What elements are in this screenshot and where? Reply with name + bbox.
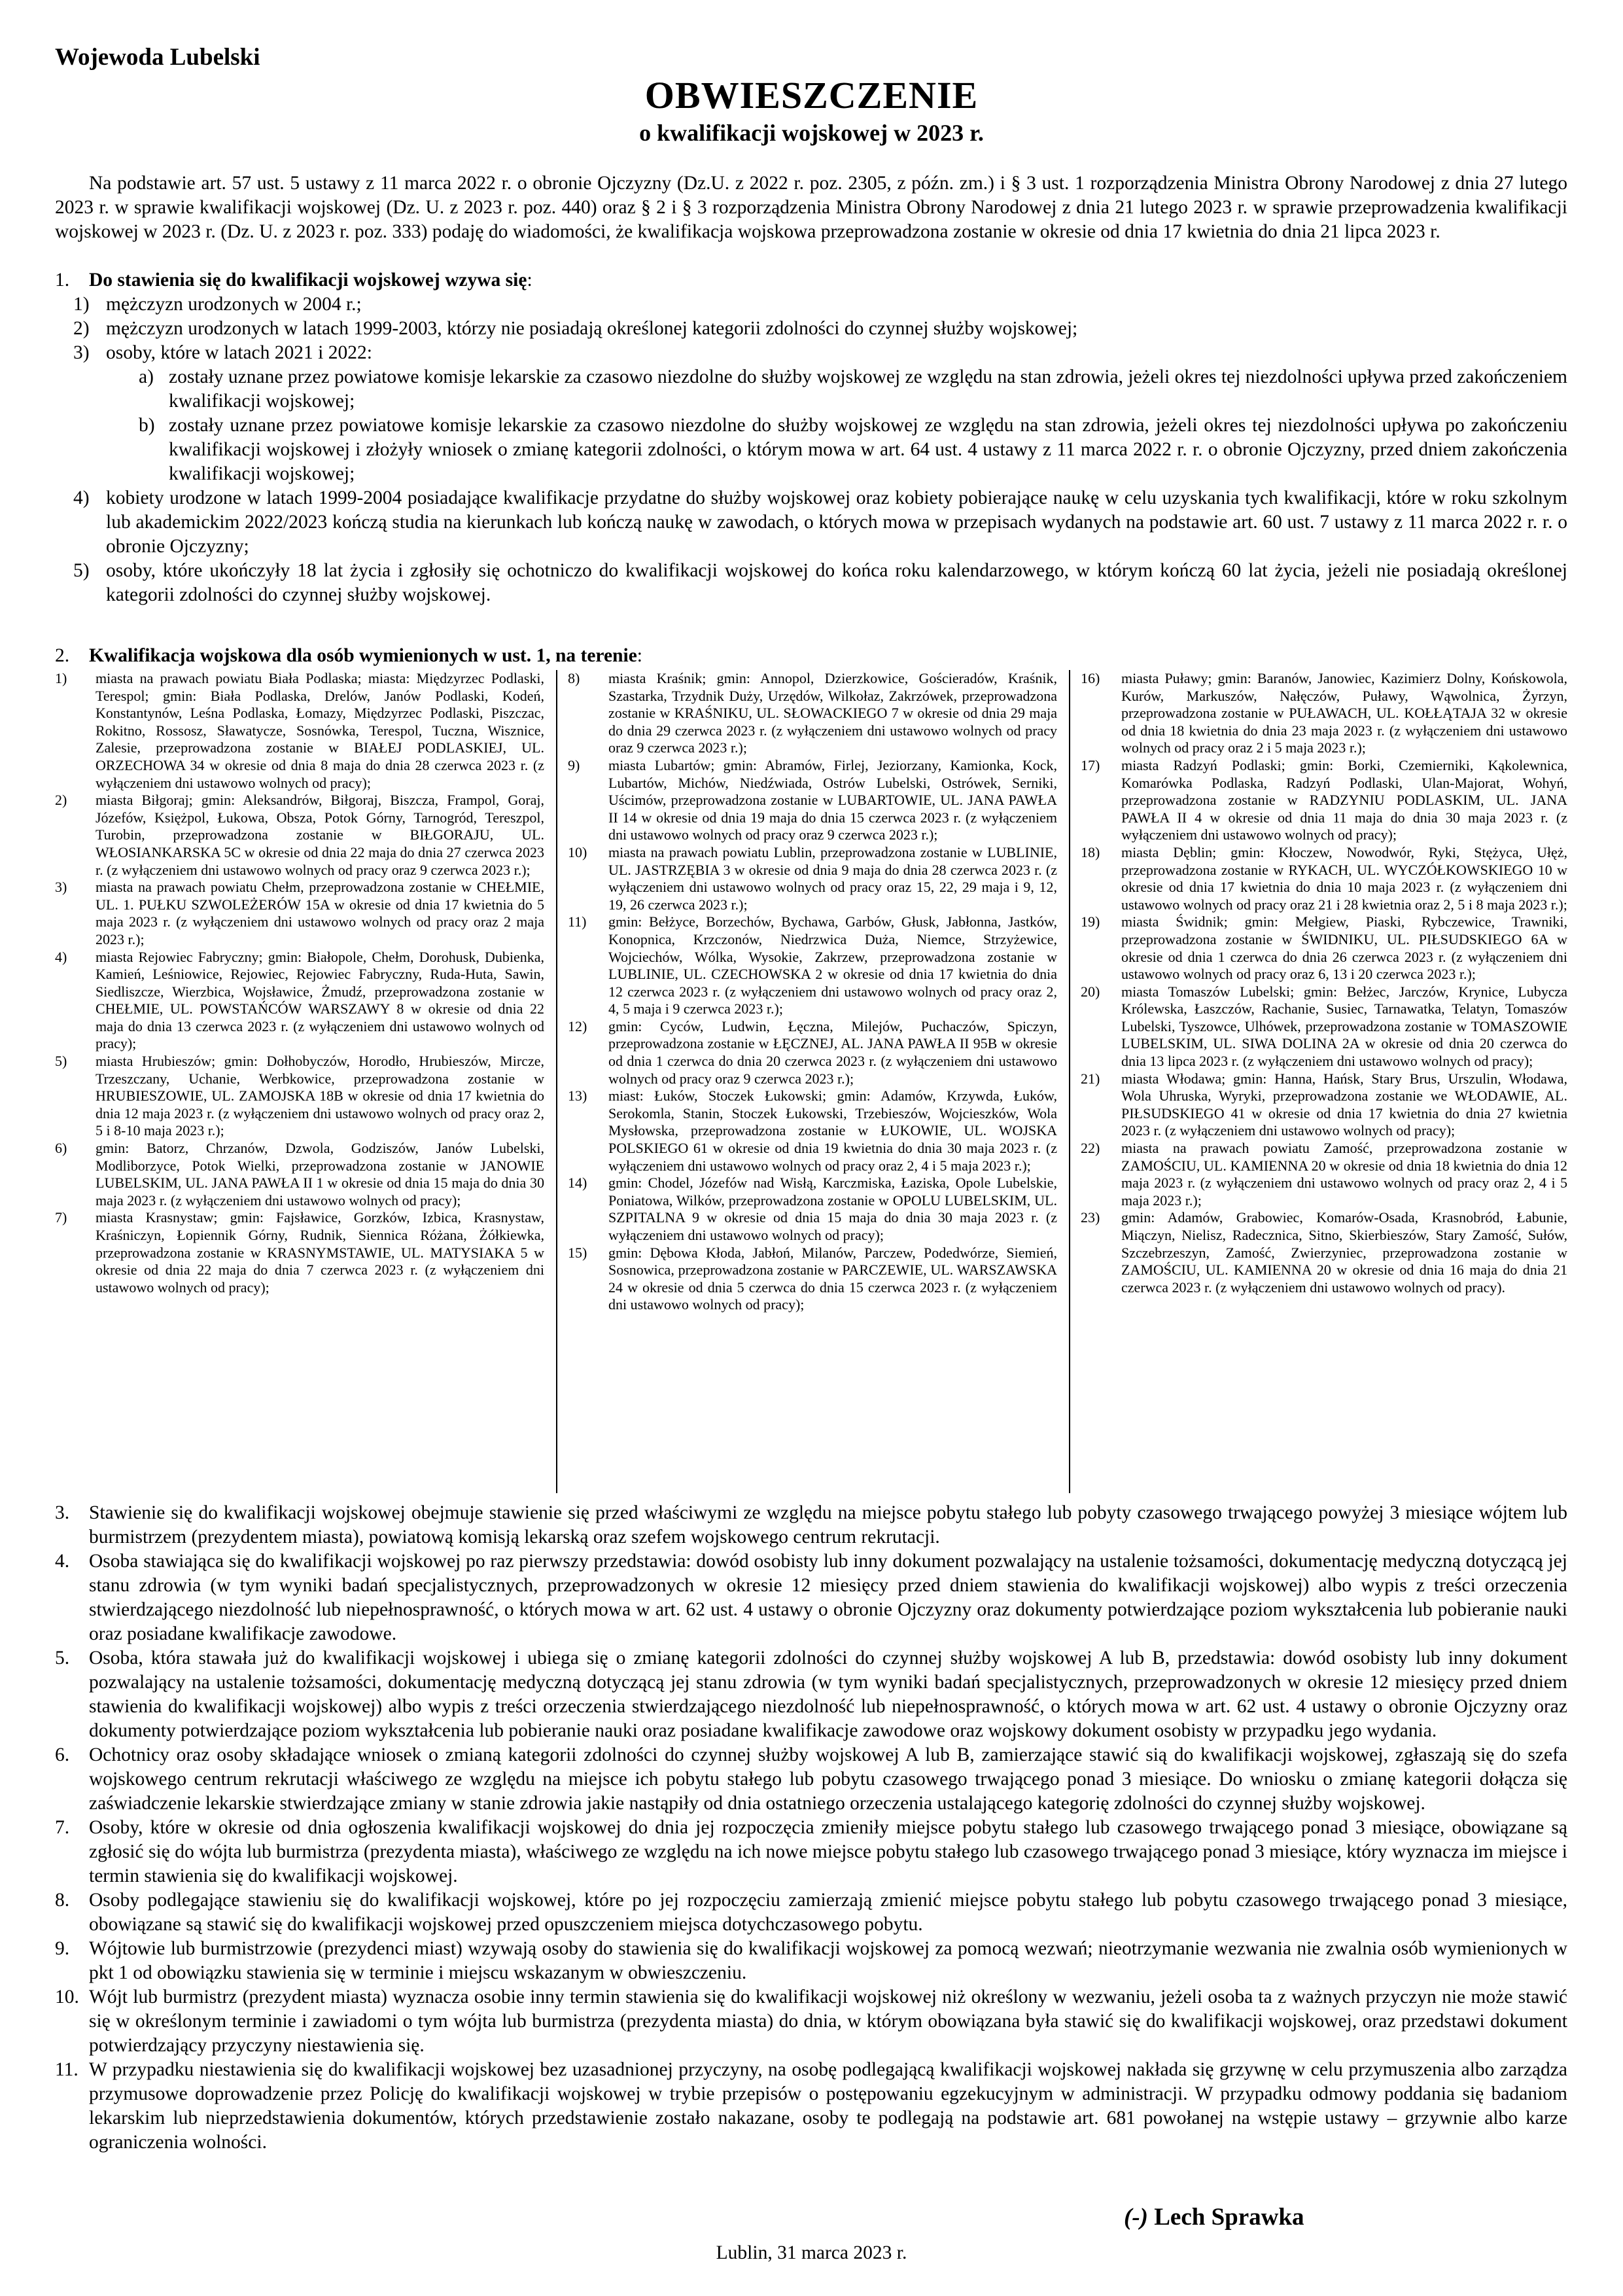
section-number: 2.	[55, 645, 70, 666]
district-item: 12) gmin: Cyców, Ludwin, Łęczna, Milejów, Puchaczów, Spiczyn, przeprowadzona zostanie w ŁĘCZNEJ, AL. JANA PAWŁA II 95B w okresie od dnia 1 czerwca do dnia 20 czerwca 2023 r. (z wyłączeniem dni ustawowo wolnych od pracy oraz 9 czerwca 2023 r.);	[568, 1017, 1057, 1087]
provision-item: 4. Osoba stawiająca się do kwalifikacji wojskowej po raz pierwszy przedstawia: dowód osobisty lub inny dokument pozwalający na ustalenie tożsamości, dokumentację medyczną dotyczącą jej stanu zdrowia (w tym wyniki badań specjalistycznych, przeprowadzonych w okresie 12 miesięcy przed dniem stawienia do kwalifikacji wojskowej) albo wypis z treści orzeczenia stwierdzającego niezdolność lub niepełnosprawność, o których mowa w art. 62 ust. 4 ustawy o obronie Ojczyzny oraz dokumenty potwierdzające poziom wykształcenia lub pobieranie nauki oraz posiadane kwalifikacje zawodowe.	[55, 1551, 1567, 1644]
signature: (-) Lech Sprawka	[1124, 2204, 1304, 2231]
list-item: 3) osoby, które w latach 2021 i 2022: a) zostały uznane przez powiatowe komisje lekarskie za czasowo niezdolne do służby wojskowej ze względu na stan zdrowia, jeżeli okres tej niezdolności upływa przed zakończeniem kwalifikacji wojskowej; b) zostały uznane przez powiatowe komisje lekarskie za czasowo niezdolne do służby wojskowej ze względu na stan zdrowia, jeżeli okres tej niezdolności upływa po zakończeniu kwalifikacji wojskowej i złożyły wniosek o zmianę kategorii zdolności, o którym mowa w art. 64 ust. 4 ustawy z 11 marca 2022 r. r. o obronie Ojczyzny, przed dniem zakończenia kwalifikacji wojskowej;	[55, 341, 1567, 486]
district-item: 22) miasta na prawach powiatu Zamość, przeprowadzona zostanie w ZAMOŚCIU, UL. KAMIENNA 20 w okresie od dnia 18 kwietnia do dnia 12 maja 2023 r. (z wyłączeniem dni ustawowo wolnych od pracy oraz 2, 4 i 5 maja 2023 r.);	[1081, 1140, 1567, 1209]
districts-column-3	[1081, 670, 1567, 1296]
section-heading: Do stawienia się do kwalifikacji wojskowej wzywa się	[89, 270, 527, 291]
section-number: 1.	[55, 270, 70, 291]
provisions-list	[55, 1501, 1567, 2155]
district-item: 18) miasta Dęblin; gmin: Kłoczew, Nowodwór, Ryki, Stężyca, Ułęż, przeprowadzona zostanie w RYKACH, UL. WYCZÓŁKOWSKIEGO 10 w okresie od dnia 17 kwietnia do dnia 10 maja 2023 r. (z wyłączeniem dni ustawowo wolnych od pracy oraz 21 i 28 kwietnia oraz 2, 5 i 8 maja 2023 r.);	[1081, 843, 1567, 913]
summons-list	[55, 292, 1567, 607]
district-item: 23) gmin: Adamów, Grabowiec, Komarów-Osada, Krasnobród, Łabunie, Miączyn, Nielisz, Radecznica, Sitno, Skierbieszów, Stary Zamość, Sułów, Szczebrzeszyn, Zamość, Zwierzyniec, przeprowadzona zostanie w ZAMOŚCIU, UL. KAMIENNA 20 w okresie od dnia 16 maja do dnia 21 czerwca 2023 r. (z wyłączeniem dni ustawowo wolnych od pracy).	[1081, 1209, 1567, 1296]
list-subitem: b) zostały uznane przez powiatowe komisje lekarskie za czasowo niezdolne do służby wojskowej ze względu na stan zdrowia, jeżeli okres tej niezdolności upływa po zakończeniu kwalifikacji wojskowej i złożyły wniosek o zmianę kategorii zdolności, o którym mowa w art. 64 ust. 4 ustawy z 11 marca 2022 r. r. o obronie Ojczyzny, przed dniem zakończenia kwalifikacji wojskowej;	[139, 415, 1567, 484]
district-item: 21) miasta Włodawa; gmin: Hanna, Hańsk, Stary Brus, Urszulin, Włodawa, Wola Uhruska, Wyryki, przeprowadzona zostanie we WŁODAWIE, AL. PIŁSUDSKIEGO 41 w okresie od dnia 17 kwietnia do dnia 27 kwietnia 2023 r. (z wyłączeniem dni ustawowo wolnych od pracy);	[1081, 1070, 1567, 1139]
provision-item: 9. Wójtowie lub burmistrzowie (prezydenci miast) wzywają osoby do stawienia się do kwalifikacji wojskowej za pomocą wezwań; nieotrzymanie wezwania nie zwalnia osób wymienionych w pkt 1 od obowiązku stawienia się w terminie i miejscu wskazanym w obwieszczeniu.	[55, 1938, 1567, 1983]
document-subtitle: o kwalifikacji wojskowej w 2023 r.	[639, 120, 984, 146]
district-item: 2) miasta Biłgoraj; gmin: Aleksandrów, Biłgoraj, Biszcza, Frampol, Goraj, Józefów, Księżpol, Łukowa, Obsza, Potok Górny, Tarnogród, Tereszpol, Turobin, przeprowadzona zostanie w BIŁGORAJU, UL. WŁOSIANKARSKA 5C w okresie od dnia 22 maja do dnia 27 czerwca 2023 r. (z wyłączeniem dni ustawowo wolnych od pracy oraz 9 czerwca 2023 r.);	[55, 792, 544, 878]
sub-list	[106, 365, 1567, 486]
district-item: 17) miasta Radzyń Podlaski; gmin: Borki, Czemierniki, Kąkolewnica, Komarówka Podlaska, Radzyń Podlaski, Ulan-Majorat, Wohyń, przeprowadzona zostanie w RADZYNIU PODLASKIM, UL. JANA PAWŁA II 4 w okresie od dnia 11 maja do dnia 30 maja 2023 r. (z wyłączeniem dni ustawowo wolnych od pracy);	[1081, 756, 1567, 843]
provision-item: 7. Osoby, które w okresie od dnia ogłoszenia kwalifikacji wojskowej do dnia jej rozpoczęcia zmieniły miejsce pobytu stałego lub czasowego trwającego ponad 3 miesiące, obowiązane są zgłosić się do wójta lub burmistrza (prezydenta miasta), właściwego ze względu na ich nowe miejsce pobytu stałego lub czasowego trwającego ponad 3 miesiące, który wyznacza im miejsce i termin stawienia się do kwalifikacji wojskowej.	[55, 1817, 1567, 1886]
provision-item: 3. Stawienie się do kwalifikacji wojskowej obejmuje stawienie się przed właściwymi ze względu na miejsce pobytu stałego lub pobyty czasowego trwającego powyżej 3 miesiące wójtem lub burmistrzem (prezydentem miasta), powiatową komisją lekarską oraz szefem wojskowego centrum rekrutacji.	[55, 1502, 1567, 1547]
provision-item: 11. W przypadku niestawienia się do kwalifikacji wojskowej bez uzasadnionej przyczyny, na osobę podlegającą kwalifikacji wojskowej nakłada się grzywnę w celu przymuszenia albo zarządza przymusowe doprowadzenie przez Policję do kwalifikacji wojskowej w trybie przepisów o postępowaniu egzekucyjnym w administracji. W przypadku odmowy poddania się badaniom lekarskim lub nieprzedstawienia dokumentów, których przedstawienie zostało nakazane, osoby te podlegają na podstawie art. 681 powołanej na wstępie ustawy – grzywnie albo karze ograniczenia wolności.	[55, 2059, 1567, 2153]
district-item: 13) miast: Łuków, Stoczek Łukowski; gmin: Adamów, Krzywda, Łuków, Serokomla, Stanin, Stoczek Łukowski, Trzebieszów, Wojcieszków, Wola Mysłowska, przeprowadzona zostanie w ŁUKOWIE, UL. WOJSKA POLSKIEGO 61 w okresie od dnia 19 kwietnia do dnia 30 maja 2023 r. (z wyłączeniem dni ustawowo wolnych od pracy oraz 2, 4 i 5 maja 2023 r.);	[568, 1087, 1057, 1174]
district-item: 11) gmin: Bełżyce, Borzechów, Bychawa, Garbów, Głusk, Jabłonna, Jastków, Konopnica, Krzczonów, Niedrzwica Duża, Niemce, Strzyżewice, Wojciechów, Wólka, Wysokie, Zakrzew, przeprowadzona zostanie w LUBLINIE, UL. CZECHOWSKA 2 w okresie od dnia 17 kwietnia do dnia 12 czerwca 2023 r. (z wyłączeniem dni ustawowo wolnych od pracy oraz 2, 4, 5 maja i 9 czerwca 2023 r.);	[568, 913, 1057, 1017]
districts-columns	[55, 670, 1567, 1493]
districts-column-1	[55, 670, 544, 1296]
district-item: 16) miasta Puławy; gmin: Baranów, Janowiec, Kazimierz Dolny, Końskowola, Kurów, Markuszów, Nałęczów, Puławy, Wąwolnica, Żyrzyn, przeprowadzona zostanie w PUŁAWACH, UL. KOŁŁĄTAJA 32 w okresie od dnia 18 kwietnia do dnia 23 maja 2023 r. (z wyłączeniem dni ustawowo wolnych od pracy oraz 2 i 5 maja 2023 r.);	[1081, 670, 1567, 756]
provision-item: 5. Osoba, która stawała już do kwalifikacji wojskowej i ubiega się o zmianę kategorii zdolności do czynnej służby wojskowej A lub B, przedstawia: dowód osobisty lub inny dokument pozwalający na ustalenie tożsamości, dokumentację medyczną dotyczącą jej stanu zdrowia (w tym wyniki badań specjalistycznych, przeprowadzonych w okresie 12 miesięcy przed dniem stawienia do kwalifikacji wojskowej) albo wypis z treści orzeczenia stwierdzającego niezdolność lub niepełnosprawność, o których mowa w art. 62 ust. 4 ustawy o obronie Ojczyzny oraz dokumenty potwierdzające poziom wykształcenia lub pobieranie nauki oraz posiadane kwalifikacje zawodowe oraz wojskowy dokument osobisty w przypadku jego wydania.	[55, 1648, 1567, 1741]
district-item: 8) miasta Kraśnik; gmin: Annopol, Dzierzkowice, Gościeradów, Kraśnik, Szastarka, Trzydnik Duży, Urzędów, Wilkołaz, Zakrzówek, przeprowadzona zostanie w KRAŚNIKU, UL. SŁOWACKIEGO 7 w okresie od dnia 29 maja do dnia 29 czerwca 2023 r. (z wyłączeniem dni ustawowo wolnych od pracy oraz 9 czerwca 2023 r.);	[568, 670, 1057, 756]
list-item: 2) mężczyzn urodzonych w latach 1999-2003, którzy nie posiadają określonej kategorii zdolności do czynnej służby wojskowej;	[73, 318, 1078, 339]
section-heading: Kwalifikacja wojskowa dla osób wymienionych w ust. 1, na terenie	[89, 645, 637, 666]
provision-item: 10. Wójt lub burmistrz (prezydent miasta) wyznacza osobie inny termin stawienia się do kwalifikacji wojskowej niż określony w wezwaniu, jeżeli osoba ta z ważnych przyczyn nie może stawić się w określonym terminie i zawiadomi o tym wójta lub burmistrza (prezydenta miasta) do dnia, w którym obowiązana była stawić się do kwalifikacji wojskowej, oraz przedstawi dokument potwierdzający przyczyny niestawienia się.	[55, 1987, 1567, 2056]
list-item: 5) osoby, które ukończyły 18 lat życia i zgłosiły się ochotniczo do kwalifikacji wojskowej do końca roku kalendarzowego, w którym kończą 60 lat życia, jeżeli nie posiadają określonej kategorii zdolności do czynnej służby wojskowej.	[73, 560, 1567, 605]
district-item: 5) miasta Hrubieszów; gmin: Dołhobyczów, Horodło, Hrubieszów, Mircze, Trzeszczany, Uchanie, Werbkowice, przeprowadzona zostanie w HRUBIESZOWIE, UL. ZAMOJSKA 18B w okresie od dnia 17 kwietnia do dnia 12 maja 2023 r. (z wyłączeniem dni ustawowo wolnych od pracy oraz 2, 5 i 8-10 maja 2023 r.);	[55, 1053, 544, 1139]
column-divider	[1069, 670, 1070, 1493]
district-item: 19) miasta Świdnik; gmin: Mełgiew, Piaski, Rybczewice, Trawniki, przeprowadzona zostanie w ŚWIDNIKU, UL. PIŁSUDSKIEGO 6A w okresie od dnia 1 czerwca do dnia 26 czerwca 2023 r. (z wyłączeniem dni ustawowo wolnych od pracy oraz 6, 13 i 20 czerwca 2023 r.);	[1081, 913, 1567, 983]
district-item: 14) gmin: Chodel, Józefów nad Wisłą, Karczmiska, Łaziska, Opole Lubelskie, Poniatowa, Wilków, przeprowadzona zostanie w OPOLU LUBELSKIM, UL. SZPITALNA 9 w okresie od dnia 15 maja do dnia 30 maja 2023 r. (z wyłączeniem dni ustawowo wolnych od pracy);	[568, 1174, 1057, 1243]
district-item: 15) gmin: Dębowa Kłoda, Jabłoń, Milanów, Parczew, Podedwórze, Siemień, Sosnowica, przeprowadzona zostanie w PARCZEWIE, UL. WARSZAWSKA 24 w okresie od dnia 5 czerwca do dnia 15 czerwca 2023 r. (z wyłączeniem dni ustawowo wolnych od pracy);	[568, 1244, 1057, 1313]
column-divider	[556, 670, 557, 1493]
district-item: 4) miasta Rejowiec Fabryczny; gmin: Białopole, Chełm, Dorohusk, Dubienka, Kamień, Leśniowice, Rejowiec, Rejowiec Fabryczny, Ruda-Huta, Sawin, Siedliszcze, Wierzbica, Wojsławice, Żmudź, przeprowadzona zostanie w CHEŁMIE, UL. POWSTAŃCÓW WARSZAWY 8 w okresie od dnia 22 maja do dnia 13 czerwca 2023 r. (z wyłączeniem dni ustawowo wolnych od pracy);	[55, 948, 544, 1052]
provision-item: 6. Ochotnicy oraz osoby składające wniosek o zmianą kategorii zdolności do czynnej służby wojskowej A lub B, zamierzające stawić sią do kwalifikacji wojskowej, zgłaszają się do szefa wojskowego centrum rekrutacji właściwego ze względu na miejsce ich pobytu stałego lub pobytu czasowego trwającego ponad 3 miesiące. Do wniosku o zmianę kategorii dołącza się zaświadczenie lekarskie stwierdzające zmiany w stanie zdrowia jakie nastąpiły od dnia ostatniego orzeczenia ustalającego kategorię zdolności do czynnej służby wojskowej.	[55, 1744, 1567, 1814]
section-2: 2. Kwalifikacja wojskowa dla osób wymienionych w ust. 1, na terenie:	[55, 644, 1567, 668]
district-item: 20) miasta Tomaszów Lubelski; gmin: Bełżec, Jarczów, Krynice, Lubycza Królewska, Łaszczów, Rachanie, Susiec, Tarnawatka, Telatyn, Tomaszów Lubelski, Tyszowce, Ulhówek, przeprowadzona zostanie w TOMASZOWIE LUBELSKIM, UL. SIWA DOLINA 2A w okresie od dnia 20 czerwca do dnia 13 lipca 2023 r. (z wyłączeniem dni ustawowo wolnych od pracy);	[1081, 983, 1567, 1070]
district-item: 3) miasta na prawach powiatu Chełm, przeprowadzona zostanie w CHEŁMIE, UL. 1. PUŁKU SZWOLEŻERÓW 15A w okresie od dnia 17 kwietnia do 5 maja 2023 r. (z wyłączeniem dni ustawowo wolnych od pracy oraz 2 maja 2023 r.);	[55, 879, 544, 947]
list-item: 4) kobiety urodzone w latach 1999-2004 posiadające kwalifikacje przydatne do służby wojskowej oraz kobiety pobierające naukę w celu uzyskania tych kwalifikacji, które w roku szkolnym lub akademickim 2022/2023 kończą studia na kierunkach lub kończą naukę w zawodach, o których mowa w przepisach wydanych na podstawie art. 60 ust. 7 ustawy z 11 marca 2022 r. r. o obronie Ojczyzny;	[73, 487, 1567, 557]
district-item: 1) miasta na prawach powiatu Biała Podlaska; miasta: Międzyrzec Podlaski, Terespol; gmin: Biała Podlaska, Drelów, Janów Podlaski, Kodeń, Konstantynów, Leśna Podlaska, Łomazy, Międzyrzec Podlaski, Piszczac, Rokitno, Rossosz, Sławatycze, Sosnówka, Terespol, Tuczna, Wisznice, Zalesie, przeprowadzona zostanie w BIAŁEJ PODLASKIEJ, UL. ORZECHOWA 34 w okresie od dnia 8 maja do dnia 28 czerwca 2023 r. (z wyłączeniem dni ustawowo wolnych od pracy);	[55, 670, 544, 791]
districts-column-2	[568, 670, 1057, 1314]
district-item: 10) miasta na prawach powiatu Lublin, przeprowadzona zostanie w LUBLINIE, UL. JASTRZĘBIA 3 w okresie od dnia 9 maja do dnia 28 czerwca 2023 r. (z wyłączeniem dni ustawowo wolnych od pracy oraz 15, 22, 29 maja i 9, 12, 19, 26 czerwca 2023 r.);	[568, 843, 1057, 913]
provision-item: 8. Osoby podlegające stawieniu się do kwalifikacji wojskowej, które po jej rozpoczęciu zamierzają zmienić miejsce pobytu stałego lub pobytu czasowego trwającego ponad 3 miesiące, obowiązane są stawić się do kwalifikacji wojskowej przed opuszczeniem miejsca dotychczasowego pobytu.	[55, 1890, 1567, 1935]
intro-paragraph: Na podstawie art. 57 ust. 5 ustawy z 11 marca 2022 r. o obronie Ojczyzny (Dz.U. z 2022 r. poz. 2305, z późn. zm.) i § 3 ust. 1 rozporządzenia Ministra Obrony Narodowej z dnia 27 lutego 2023 r. w sprawie kwalifikacji wojskowej (Dz. U. z 2023 r. poz. 440) oraz § 2 i § 3 rozporządzenia Ministra Obrony Narodowej z dnia 21 lutego 2023 r. w sprawie przeprowadzenia kwalifikacji wojskowej w 2023 r. (Dz. U. z 2023 r. poz. 333) podaję do wiadomości, że kwalifikacja wojskowa przeprowadzona zostanie w okresie od dnia 17 kwietnia do dnia 21 lipca 2023 r.	[55, 173, 1567, 242]
issuer: Wojewoda Lubelski	[55, 44, 260, 71]
place-and-date: Lublin, 31 marca 2023 r.	[716, 2242, 907, 2263]
list-subitem: a) zostały uznane przez powiatowe komisje lekarskie za czasowo niezdolne do służby wojskowej ze względu na stan zdrowia, jeżeli okres tej niezdolności upływa przed zakończeniem kwalifikacji wojskowej;	[139, 366, 1567, 412]
district-item: 6) gmin: Batorz, Chrzanów, Dzwola, Godziszów, Janów Lubelski, Modliborzyce, Potok Wielki, przeprowadzona zostanie w JANOWIE LUBELSKIM, UL. JANA PAWŁA II 1 w okresie od dnia 15 maja do dnia 30 maja 2023 r. (z wyłączeniem dni ustawowo wolnych od pracy);	[55, 1140, 544, 1209]
district-item: 9) miasta Lubartów; gmin: Abramów, Firlej, Jeziorzany, Kamionka, Kock, Lubartów, Michów, Niedźwiada, Ostrów Lubelski, Ostrówek, Serniki, Uścimów, przeprowadzona zostanie w LUBARTOWIE, UL. JANA PAWŁA II 14 w okresie od dnia 19 maja do dnia 15 czerwca 2023 r. (z wyłączeniem dni ustawowo wolnych od pracy oraz 9 czerwca 2023 r.);	[568, 756, 1057, 843]
district-item: 7) miasta Krasnystaw; gmin: Fajsławice, Gorzków, Izbica, Krasnystaw, Kraśniczyn, Łopiennik Górny, Rudnik, Siennica Różana, Żółkiewka, przeprowadzona zostanie w KRASNYMSTAWIE, UL. MATYSIAKA 5 w okresie od dnia 22 maja do dnia 7 czerwca 2023 r. (z wyłączeniem dni ustawowo wolnych od pracy);	[55, 1209, 544, 1296]
document-title: OBWIESZCZENIE	[644, 74, 979, 116]
list-item: 1) mężczyzn urodzonych w 2004 r.;	[73, 294, 362, 315]
section-1: 1. Do stawienia się do kwalifikacji wojskowej wzywa się: 1) mężczyzn urodzonych w 2004 r.; 2) mężczyzn urodzonych w latach 1999-2003, którzy nie posiadają określonej kategorii zdolności do czynnej służby wojskowej; 3) osoby, które w latach 2021 i 2022: a) zostały uznane przez powiatowe komisje lekarskie za czasowo niezdolne do służby wojskowej ze względu na stan zdrowia, jeżeli okres tej niezdolności upływa przed zakończeniem kwalifikacji wojskowej; b) zostały uznane przez powiatowe komisje lekarskie za czasowo niezdolne do służby wojskowej ze względu na stan zdrowia, jeżeli okres tej niezdolności upływa po zakończeniu kwalifikacji wojskowej i złożyły wniosek o zmianę kategorii zdolności, o którym mowa w art. 64 ust. 4 ustawy z 11 marca 2022 r. r. o obronie Ojczyzny, przed dniem zakończenia kwalifikacji wojskowej; 4) kobiety urodzone w latach 1999-2004 posiadające kwalifikacje przydatne do służby wojskowej oraz kobiety pobierające naukę w celu uzyskania tych kwalifikacji, które w roku szkolnym lub akademickim 2022/2023 kończą studia na kierunkach lub kończą naukę w zawodach, o których mowa w przepisach wydanych na podstawie art. 60 ust. 7 ustawy z 11 marca 2022 r. r. o obronie Ojczyzny; 5) osoby, które ukończyły 18 lat życia i zgłosiły się ochotniczo do kwalifikacji wojskowej do końca roku kalendarzowego, w którym kończą 60 lat życia, jeżeli nie posiadają określonej kategorii zdolności do czynnej służby wojskowej.	[55, 268, 1567, 607]
